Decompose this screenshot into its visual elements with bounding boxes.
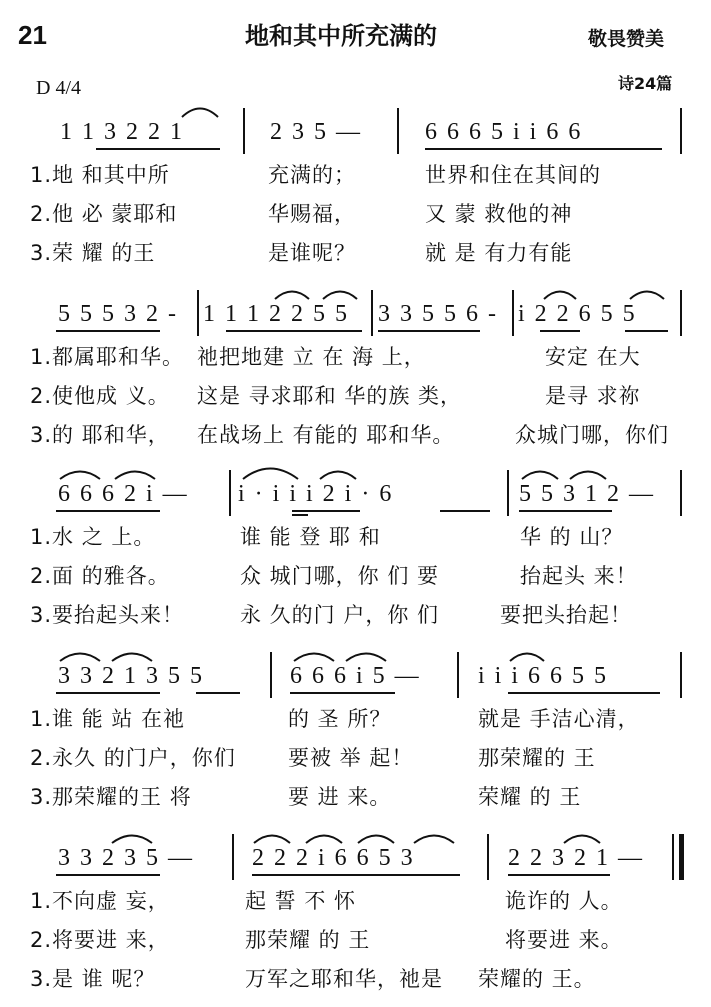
- lyric-verse-3: 万军之耶和华，祂是: [245, 967, 443, 991]
- measure: 5 5 5 3 2 -: [58, 301, 178, 327]
- lyric-verse-1: 1.地 和其中所: [30, 163, 170, 187]
- measure: 5 5 3 1 2 —: [519, 481, 655, 507]
- lyric-verse-1: 1.不向虚 妄，: [30, 889, 170, 913]
- measure: 6 6 6 i 5 —: [290, 663, 421, 689]
- measure: i 2 2 6 5 5: [518, 301, 637, 327]
- lyric-verse-2: 抬起头 来！: [520, 564, 638, 588]
- measure: i · i i i 2 i · 6: [238, 481, 394, 507]
- lyric-verse-1: 1.都属耶和华。: [30, 345, 185, 369]
- scripture-reference: 诗24篇: [618, 74, 673, 93]
- lyric-verse-2: 2.面 的雅各。: [30, 564, 170, 588]
- measure: 1 1 1 2 2 5 5: [203, 301, 349, 327]
- measure: 1 1 3 2 2 1: [60, 119, 184, 145]
- measure: 2 2 3 2 1 —: [508, 845, 644, 871]
- lyric-verse-1: 谁 能 登 耶 和: [240, 525, 381, 549]
- lyric-verse-3: 3.要抬起头来！: [30, 603, 185, 627]
- lyric-verse-2: 那荣耀 的 王: [245, 928, 371, 952]
- slur: [243, 469, 298, 480]
- measure: 2 3 5 —: [270, 119, 362, 145]
- key-signature: D 4/4: [36, 77, 81, 99]
- measure: 3 3 2 3 5 —: [58, 845, 194, 871]
- lyric-verse-3: 荣耀 的 王: [478, 785, 582, 809]
- slur: [115, 472, 155, 480]
- slur: [346, 654, 386, 662]
- slur: [306, 836, 342, 844]
- lyric-verse-2: 要被 举 起！: [288, 746, 414, 770]
- lyric-verse-1: 世界和住在其间的: [425, 163, 601, 187]
- lyric-verse-2: 华赐福，: [268, 202, 356, 226]
- slur: [522, 472, 558, 480]
- slur: [564, 836, 600, 844]
- lyric-verse-2: 又 蒙 救他的神: [425, 202, 573, 226]
- measure: 2 2 2 i 6 6 5 3: [252, 845, 415, 871]
- slur: [112, 654, 152, 662]
- lyric-verse-3: 3.荣 耀 的王: [30, 241, 156, 265]
- slur: [182, 109, 218, 118]
- lyric-verse-1: 起 誓 不 怀: [245, 889, 357, 913]
- slur: [320, 472, 356, 480]
- slur: [275, 292, 309, 300]
- slur: [414, 836, 454, 844]
- lyric-verse-2: 那荣耀的 王: [478, 746, 596, 770]
- slur: [323, 292, 357, 300]
- lyric-verse-1: 就是 手洁心清，: [478, 707, 640, 731]
- slur: [254, 836, 290, 844]
- lyric-verse-1: 的 圣 所？: [288, 707, 392, 731]
- measure: i i i 6 6 5 5: [478, 663, 609, 689]
- lyric-verse-1: 安定 在大: [545, 345, 641, 369]
- hymn-number: 21: [18, 20, 47, 50]
- lyric-verse-3: 永 久的门 户，你 们: [240, 603, 440, 627]
- lyric-verse-3: 3.是 谁 呢？: [30, 967, 156, 991]
- lyric-verse-1: 1.谁 能 站 在祂: [30, 707, 186, 731]
- lyric-verse-2: 2.使他成 义。: [30, 384, 170, 408]
- lyric-verse-1: 充满的；: [268, 163, 356, 187]
- slur: [630, 292, 664, 300]
- lyric-verse-1: 祂把地建 立 在 海 上，: [197, 345, 426, 369]
- lyric-verse-1: 1.水 之 上。: [30, 525, 156, 549]
- hymn-category: 敬畏赞美: [588, 28, 665, 50]
- lyric-verse-3: 就 是 有力有能: [425, 241, 573, 265]
- lyric-verse-3: 荣耀的 王。: [478, 967, 596, 991]
- measure: 3 3 2 1 3 5 5: [58, 663, 204, 689]
- lyric-verse-3: 要 进 来。: [288, 785, 392, 809]
- measure: 6 6 6 5 i i 6 6: [425, 119, 583, 145]
- measure: 6 6 6 2 i —: [58, 481, 189, 507]
- lyric-verse-2: 将要进 来。: [505, 928, 623, 952]
- slur: [60, 472, 100, 480]
- lyric-verse-3: 要把头抬起！: [500, 603, 632, 627]
- slur: [112, 836, 152, 844]
- slur: [358, 836, 394, 844]
- lyric-verse-1: 华 的 山？: [520, 525, 624, 549]
- lyric-verse-2: 2.永久 的门户，你们: [30, 746, 236, 770]
- lyric-verse-2: 是寻 求祢: [545, 384, 641, 408]
- lyric-verse-3: 众城门哪，你们: [515, 423, 669, 447]
- slur: [570, 472, 606, 480]
- slur: [510, 654, 544, 662]
- lyric-verse-1: 诡诈的 人。: [505, 889, 623, 913]
- slur: [544, 292, 576, 300]
- slur: [294, 654, 334, 662]
- lyric-verse-3: 是谁呢？: [268, 241, 356, 265]
- lyric-verse-2: 2.将要进 来，: [30, 928, 170, 952]
- lyric-verse-3: 3.的 耶和华，: [30, 423, 170, 447]
- lyric-verse-3: 3.那荣耀的王 将: [30, 785, 192, 809]
- measure: 3 3 5 5 6 -: [378, 301, 498, 327]
- hymn-title: 地和其中所充满的: [245, 22, 437, 50]
- lyric-verse-2: 2.他 必 蒙耶和: [30, 202, 178, 226]
- lyric-verse-2: 这是 寻求耶和 华的族 类，: [197, 384, 463, 408]
- slur: [60, 654, 100, 662]
- lyric-verse-3: 在战场上 有能的 耶和华。: [197, 423, 455, 447]
- lyric-verse-2: 众 城门哪，你 们 要: [240, 564, 440, 588]
